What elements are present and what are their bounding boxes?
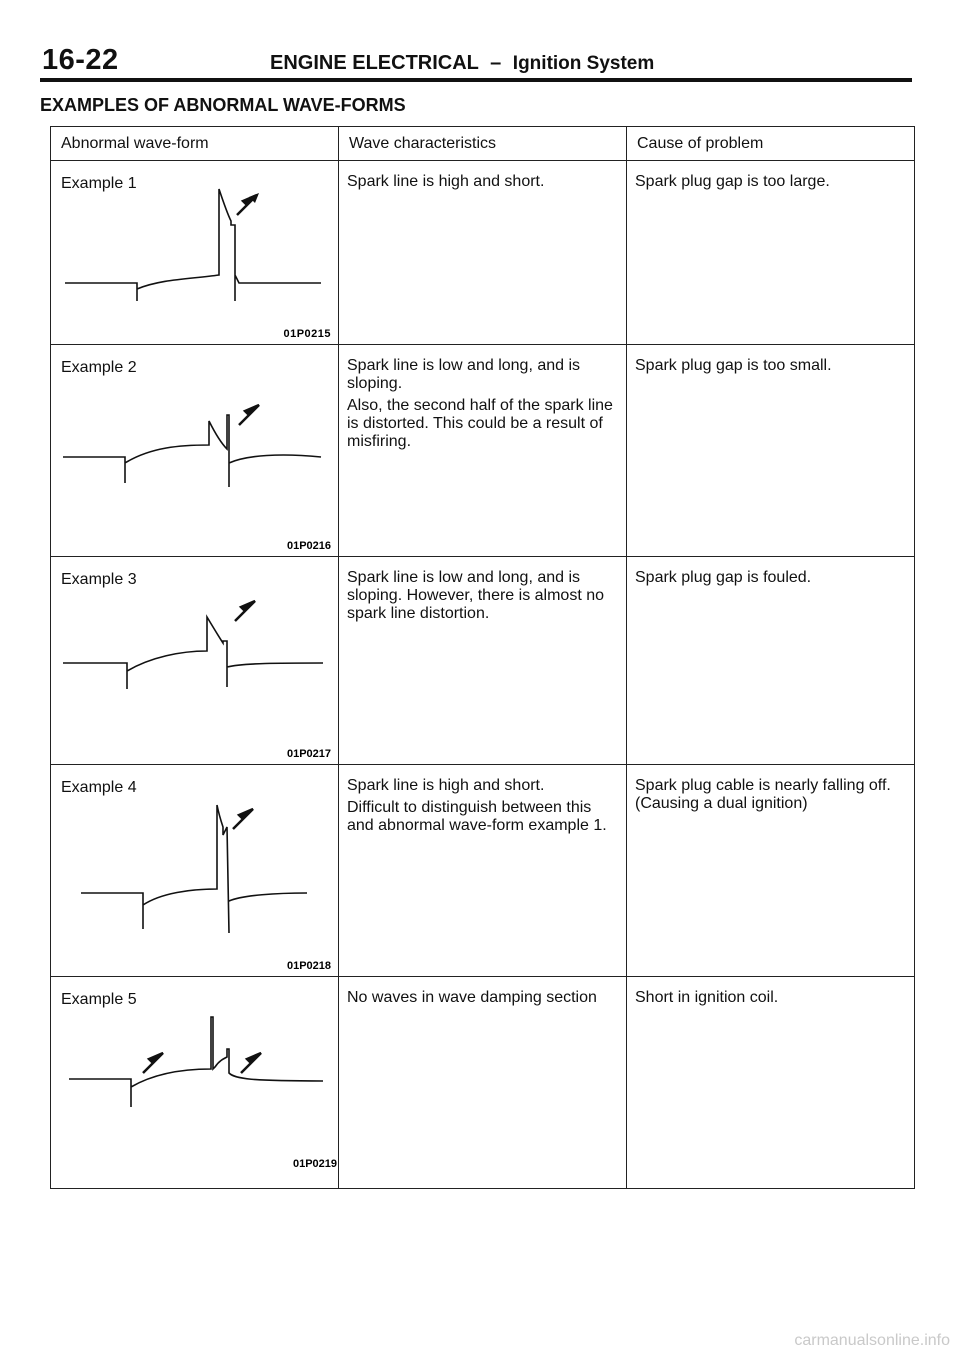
cause-cell	[627, 557, 915, 765]
cause-cell	[627, 977, 915, 1189]
characteristics-text: Spark line is low and long, and is sloping.	[347, 357, 581, 392]
column-header: Cause of problem	[627, 127, 915, 161]
characteristics-cell	[339, 557, 627, 765]
cause-cell	[627, 161, 915, 345]
waveform-cell	[51, 161, 339, 345]
characteristics-text: Spark line is high and short.	[347, 173, 545, 190]
page-number: 16-22	[42, 44, 119, 76]
figure-code: 01P0219	[292, 1158, 337, 1170]
cause-text: Spark plug gap is too large.	[635, 173, 830, 190]
waveform-cell	[51, 977, 339, 1189]
section-name: ENGINE ELECTRICAL	[270, 52, 479, 74]
waveform-figure-icon	[51, 345, 339, 557]
table-header-row	[51, 127, 915, 161]
characteristics-text: Difficult to distinguish between this and abnormal wave-form example 1.	[347, 799, 607, 834]
table-row	[51, 161, 915, 345]
characteristics-text: Spark line is low and long, and is sloping. However, there is almost no spark line distortion.	[347, 569, 605, 622]
table-row	[51, 345, 915, 557]
characteristics-cell	[339, 765, 627, 977]
cause-text: Spark plug gap is too small.	[635, 357, 832, 374]
document-title: EXAMPLES OF ABNORMAL WAVE-FORMS	[40, 95, 406, 115]
waveform-figure-icon	[51, 765, 339, 977]
waveform-cell	[51, 765, 339, 977]
waveform-cell	[51, 345, 339, 557]
example-label: Example 4	[61, 779, 137, 796]
abnormal-waveform-table	[50, 126, 915, 1189]
example-label: Example 1	[61, 175, 137, 192]
cause-cell	[627, 765, 915, 977]
cause-text: Short in ignition coil.	[635, 989, 779, 1006]
page-header	[40, 44, 912, 82]
section-title	[270, 52, 654, 75]
waveform-cell	[51, 557, 339, 765]
table-row	[51, 557, 915, 765]
column-header: Wave characteristics	[339, 127, 627, 161]
example-label: Example 3	[61, 571, 137, 588]
column-header: Abnormal wave-form	[51, 127, 339, 161]
figure-code: 01P0215	[283, 328, 331, 340]
characteristics-text: Spark line is high and short.	[347, 777, 545, 794]
table-row	[51, 977, 915, 1189]
waveform-figure-icon	[51, 557, 339, 765]
subsection-name: Ignition System	[512, 53, 655, 74]
cause-text: Spark plug cable is nearly falling off. (Causing a dual ignition)	[635, 777, 891, 812]
waveform-figure-icon	[51, 977, 339, 1189]
figure-code: 01P0217	[286, 748, 331, 760]
title-dash: –	[490, 52, 502, 74]
figure-code: 01P0218	[286, 960, 331, 972]
waveform-figure-icon	[51, 161, 339, 345]
watermark-text: carmanualsonline.info	[794, 1332, 950, 1349]
example-label: Example 5	[61, 991, 137, 1008]
characteristics-cell	[339, 977, 627, 1189]
characteristics-cell	[339, 161, 627, 345]
characteristics-text: No waves in wave damping section	[347, 989, 597, 1006]
cause-cell	[627, 345, 915, 557]
characteristics-cell	[339, 345, 627, 557]
example-label: Example 2	[61, 359, 137, 376]
cause-text: Spark plug gap is fouled.	[635, 569, 812, 586]
characteristics-text: Also, the second half of the spark line is distorted. This could be a result of misfiring.	[347, 397, 613, 450]
figure-code: 01P0216	[286, 540, 331, 552]
table-row	[51, 765, 915, 977]
